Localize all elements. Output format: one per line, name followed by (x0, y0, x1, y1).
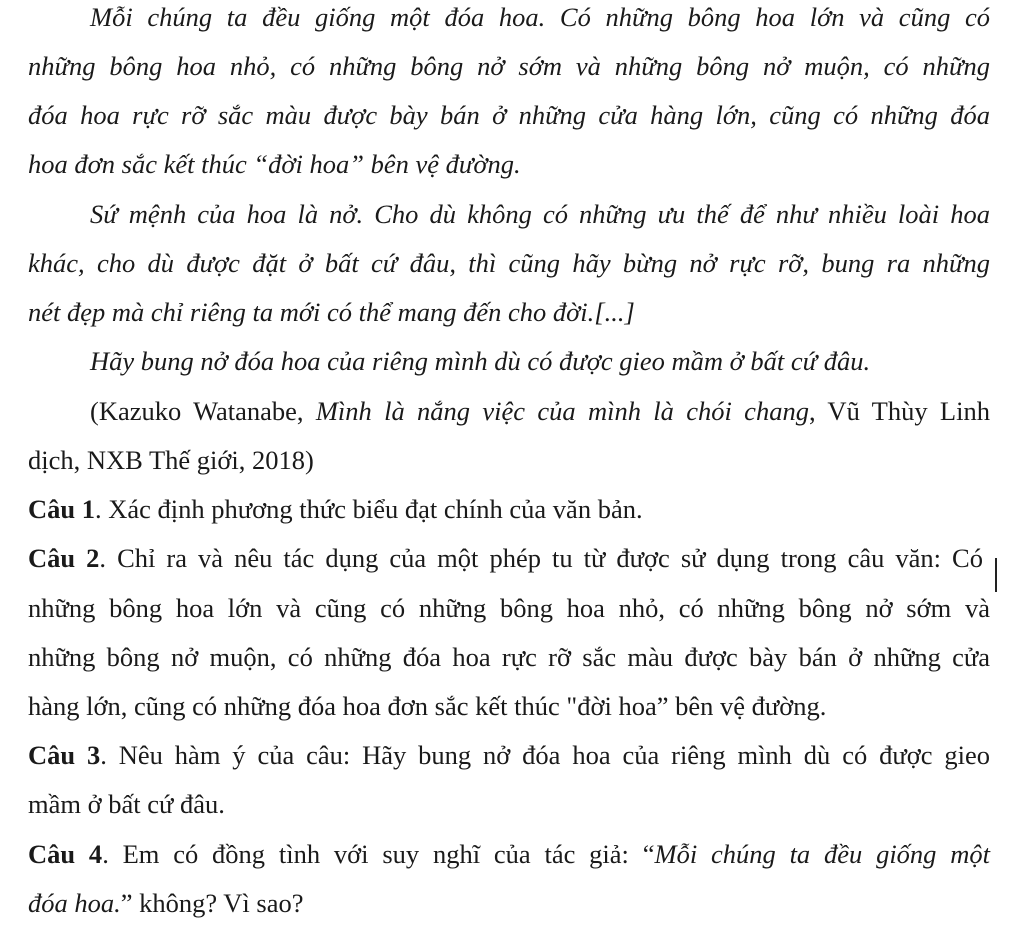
question-4-quote-end: đóa hoa. (28, 888, 121, 918)
question-3-label: Câu 3 (28, 740, 101, 770)
question-4-label: Câu 4 (28, 839, 103, 869)
question-1-text: . Xác định phương thức biểu đạt chính của văn bản. (95, 494, 643, 524)
question-4-line-2 (28, 886, 304, 920)
question-2-line-4: hàng lớn, cũng có những đóa hoa đơn sắc kết thúc "đời hoa” bên vệ đường. (28, 691, 827, 721)
question-2-text: . Chỉ ra và nêu tác dụng của một phép tu từ được sử dụng trong câu văn: Có (99, 543, 983, 573)
question-4-question: ” không? Vì sao? (120, 888, 304, 918)
passage-p1-line-1: Mỗi chúng ta đều giống một đóa hoa. Có những bông hoa lớn và cũng có (90, 2, 990, 32)
question-2-line-2: những bông hoa lớn và cũng có những bông hoa nhỏ, có những bông nở sớm và (28, 593, 990, 623)
question-1-label: Câu 1 (28, 494, 96, 524)
passage-p2-line-1: Sứ mệnh của hoa là nở. Cho dù không có những ưu thế để như nhiều loài hoa (90, 199, 990, 229)
question-3-line-1 (28, 738, 990, 772)
question-1 (28, 492, 643, 526)
question-2-label: Câu 2 (28, 543, 100, 573)
passage-p2-line-3: nét đẹp mà chỉ riêng ta mới có thể mang đến cho đời.[...] (28, 297, 635, 327)
question-2-line-1 (28, 541, 983, 575)
question-4-quote: Mỗi chúng ta đều giống một (654, 839, 990, 869)
source-citation-line-2: dịch, NXB Thế giới, 2018) (28, 445, 314, 475)
question-3-line-2: mầm ở bất cứ đâu. (28, 789, 225, 819)
passage-p1-line-3: đóa hoa rực rỡ sắc màu được bày bán ở những cửa hàng lớn, cũng có những đóa (28, 100, 990, 130)
question-4-line-1 (28, 837, 990, 871)
passage-p1-line-2: những bông hoa nhỏ, có những bông nở sớm và những bông nở muộn, có những (28, 51, 990, 81)
question-4-text: . Em có đồng tình với suy nghĩ của tác giả: “ (102, 839, 655, 869)
question-2-line-3: những bông nở muộn, có những đóa hoa rực rỡ sắc màu được bày bán ở những cửa (28, 642, 990, 672)
text-cursor (995, 558, 997, 592)
passage-p1-line-4: hoa đơn sắc kết thúc “đời hoa” bên vệ đường. (28, 149, 521, 179)
question-3-text: . Nêu hàm ý của câu: Hãy bung nở đóa hoa của riêng mình dù có được gieo (100, 740, 990, 770)
source-citation-line-1 (90, 394, 990, 428)
passage-p3: Hãy bung nở đóa hoa của riêng mình dù có được gieo mầm ở bất cứ đâu. (90, 346, 871, 376)
passage-p2-line-2: khác, cho dù được đặt ở bất cứ đâu, thì cũng hãy bừng nở rực rỡ, bung ra những (28, 248, 990, 278)
source-book-title: Mình là nắng việc của mình là chói chang (315, 396, 809, 426)
source-translator: , Vũ Thùy Linh (808, 396, 990, 426)
source-author: (Kazuko Watanabe, (90, 396, 316, 426)
